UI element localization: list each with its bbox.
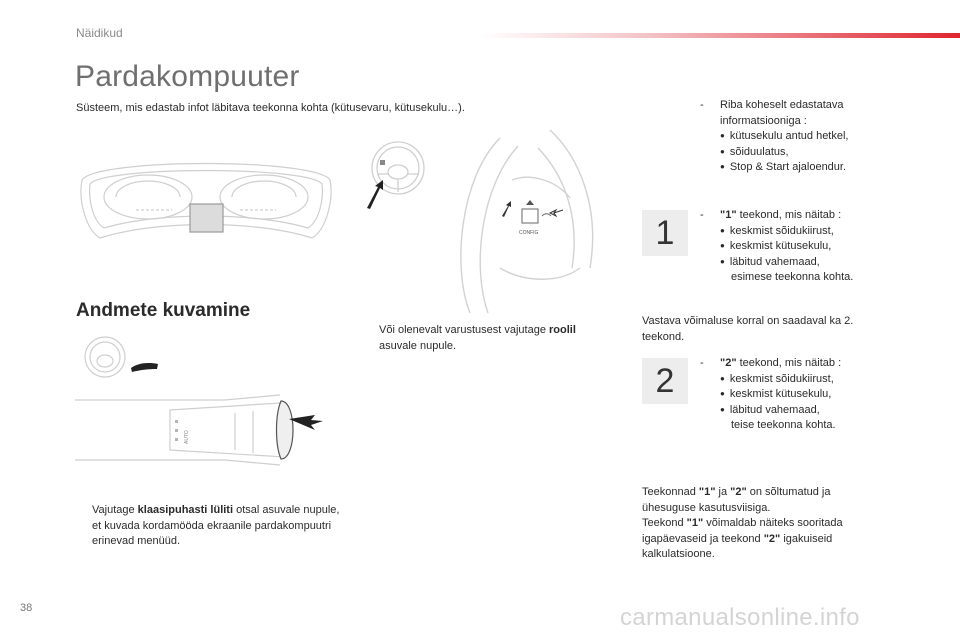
trip-2-item: ● keskmist kütusekulu, [720,387,841,403]
wiper-stalk-illustration [75,385,325,475]
instrument-cluster-illustration [76,150,336,245]
wheel-instruction [363,323,613,357]
trip-2-availability-note: Vastava võimaluse korral on saadaval ka 2. teekond. [642,315,854,343]
trip-2-description [700,356,900,438]
strip-line-1: Riba koheselt edastatava [720,99,844,111]
trip-1-item: ● keskmist sõidukiirust, [720,224,853,240]
trip-1-last-line: esimese teekonna kohta. [731,271,854,283]
trip-1-quote: "1" [720,209,737,221]
section-label: Näidikud [76,26,123,40]
page-title: Pardakompuuter [75,60,300,93]
trip-2-quote: "2" [720,357,737,369]
trip-1-item: ● läbitud vahemaad, [720,255,853,271]
wheel-instruction-rest: asuvale nupule. [379,339,457,352]
pointer-arrow-icon [130,360,160,374]
strip-item: ● sõiduulatus, [720,145,848,161]
stalk-auto-marking: AUTO [184,430,190,444]
trip-1-item: ● keskmist kütusekulu, [720,239,853,255]
display-strip-description [700,98,900,180]
pointer-arrow-icon [365,178,387,210]
page-number: 38 [20,602,33,614]
thin-arrow-icon [550,208,564,218]
wheel-instruction-text: Või olenevalt varustusest vajutage [379,324,549,336]
trip-2-last-line: teise teekonna kohta. [731,419,836,431]
trip-2-label: teekond, mis näitab : [736,357,842,369]
trip-1-label: teekond, mis näitab : [736,209,842,221]
config-button-label: CONFIG [519,230,539,236]
wiper-instruction-bold: klaasipuhasti lüliti [137,504,234,516]
strip-item: ● Stop & Start ajaloendur. [720,160,848,176]
wiper-instruction [76,503,346,553]
steering-wheel-closeup-illustration [430,118,625,318]
list-dash: - [700,209,704,221]
trips-independence-note: Teekonnad "1" ja "2" on sõltumatud ja ühesuguse kasutusviisiga. Teekond "1" võimaldab näiteks sooritada igapäevaseid ja teekond "2" igakuiseid kalkulatsioone. [642,486,843,560]
strip-item: ● kütusekulu antud hetkel, [720,129,848,145]
wiper-instruction-rest: otsal asuvale nupule, et kuvada kordamööda ekraanile pardakompuutri erinevad menüüd. [92,504,340,547]
wiper-instruction-text: Vajutage [92,504,138,516]
trip-2-number-box: 2 [642,358,688,404]
trip-2-item: ● läbitud vahemaad, [720,403,841,419]
header-accent-bar [480,33,960,38]
trip-1-description [700,208,900,290]
watermark: carmanualsonline.info [620,604,860,631]
list-dash: - [700,99,704,111]
pointer-arrow-icon [500,200,514,218]
trip-2-item: ● keskmist sõidukiirust, [720,372,841,388]
intro-text: Süsteem, mis edastab infot läbitava teekonna kohta (kütusevaru, kütusekulu…). [76,102,465,114]
strip-line-2: informatsiooniga : [720,114,807,127]
list-dash: - [700,357,704,369]
section-heading: Andmete kuvamine [76,300,251,321]
trip-1-number-box: 1 [642,210,688,256]
wheel-instruction-bold: roolil [549,324,576,336]
